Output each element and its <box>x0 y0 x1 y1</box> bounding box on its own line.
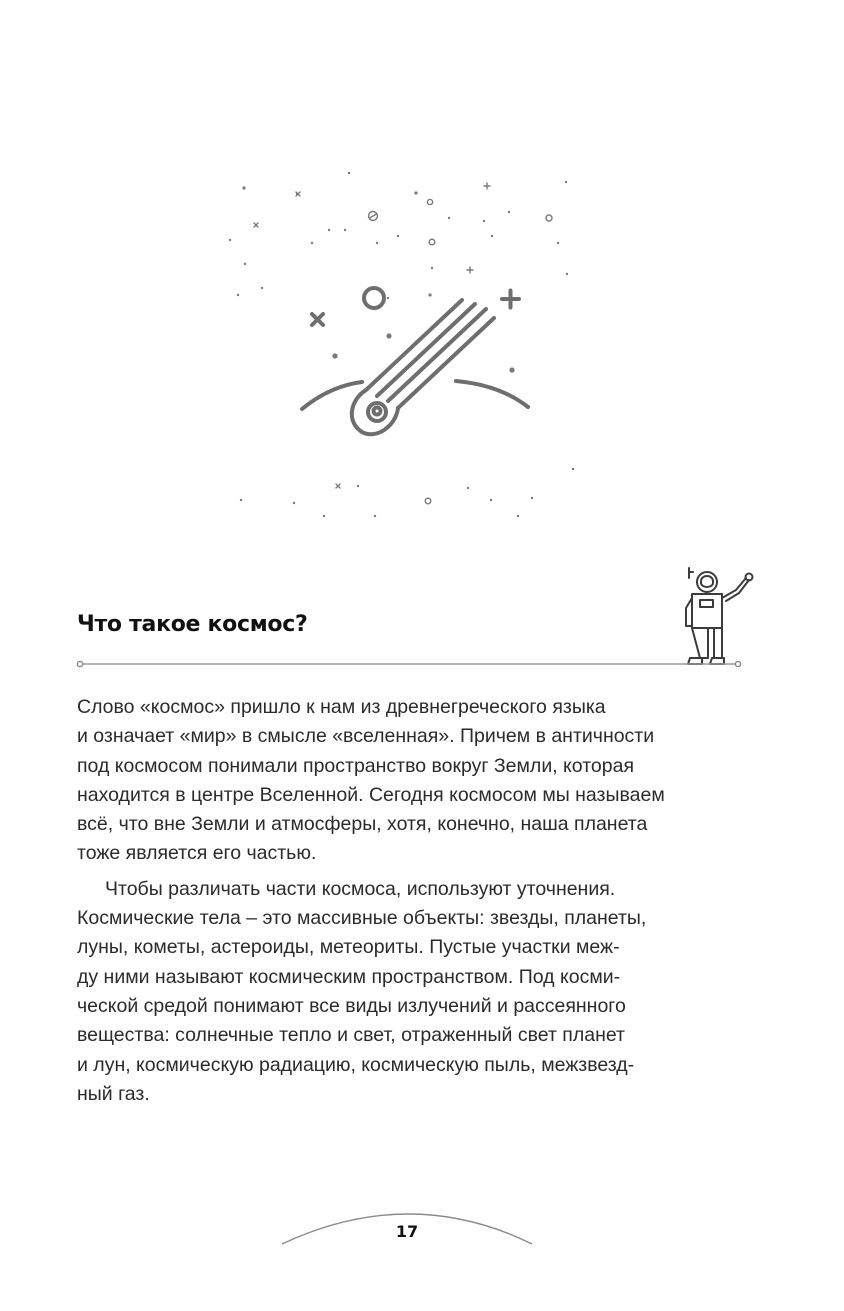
section-heading: Что такое космос? <box>77 612 308 637</box>
text-line: ду ними называют космическим пространством. Под косми- <box>77 965 621 988</box>
text-line: и означает «мир» в смысле «вселенная». Причем в античности <box>77 725 655 748</box>
text-line: Чтобы различать части космоса, используют уточнения. <box>105 877 616 900</box>
star-crosses <box>254 183 490 488</box>
heading-rule <box>76 657 742 671</box>
text-line: вещества: солнечные тепло и свет, отраженный свет планет <box>77 1024 625 1047</box>
paragraph-2 <box>77 875 757 1109</box>
paragraph-1 <box>77 693 757 869</box>
meteor-illustration <box>0 0 844 540</box>
text-line: Космические тела – это массивные объекты: звезды, планеты, <box>77 907 647 930</box>
star-dots <box>229 172 574 517</box>
big-symbols <box>312 288 519 325</box>
text-line: всё, что вне Земли и атмосферы, хотя, конечно, наша планета <box>77 813 648 836</box>
body-text <box>77 693 757 1109</box>
astronaut-icon <box>676 566 756 670</box>
text-line: луны, кометы, астероиды, метеориты. Пустые участки меж- <box>77 936 620 959</box>
page-number: 17 <box>395 1222 419 1241</box>
text-line: под космосом понимали пространство вокруг Земли, которая <box>77 754 635 777</box>
horizon-arc <box>302 381 528 409</box>
meteor <box>352 300 494 434</box>
text-line: ческой средой понимают все виды излучений и рассеянного <box>77 994 626 1017</box>
text-line: находится в центре Вселенной. Сегодня космосом мы называем <box>77 783 665 806</box>
text-line: и лун, космическую радиацию, космическую пыль, межзвезд- <box>77 1053 635 1076</box>
text-line: тоже является его частью. <box>77 842 317 865</box>
text-line: Слово «космос» пришло к нам из древнегреческого языка <box>77 696 606 718</box>
text-line: ный газ. <box>77 1082 150 1105</box>
